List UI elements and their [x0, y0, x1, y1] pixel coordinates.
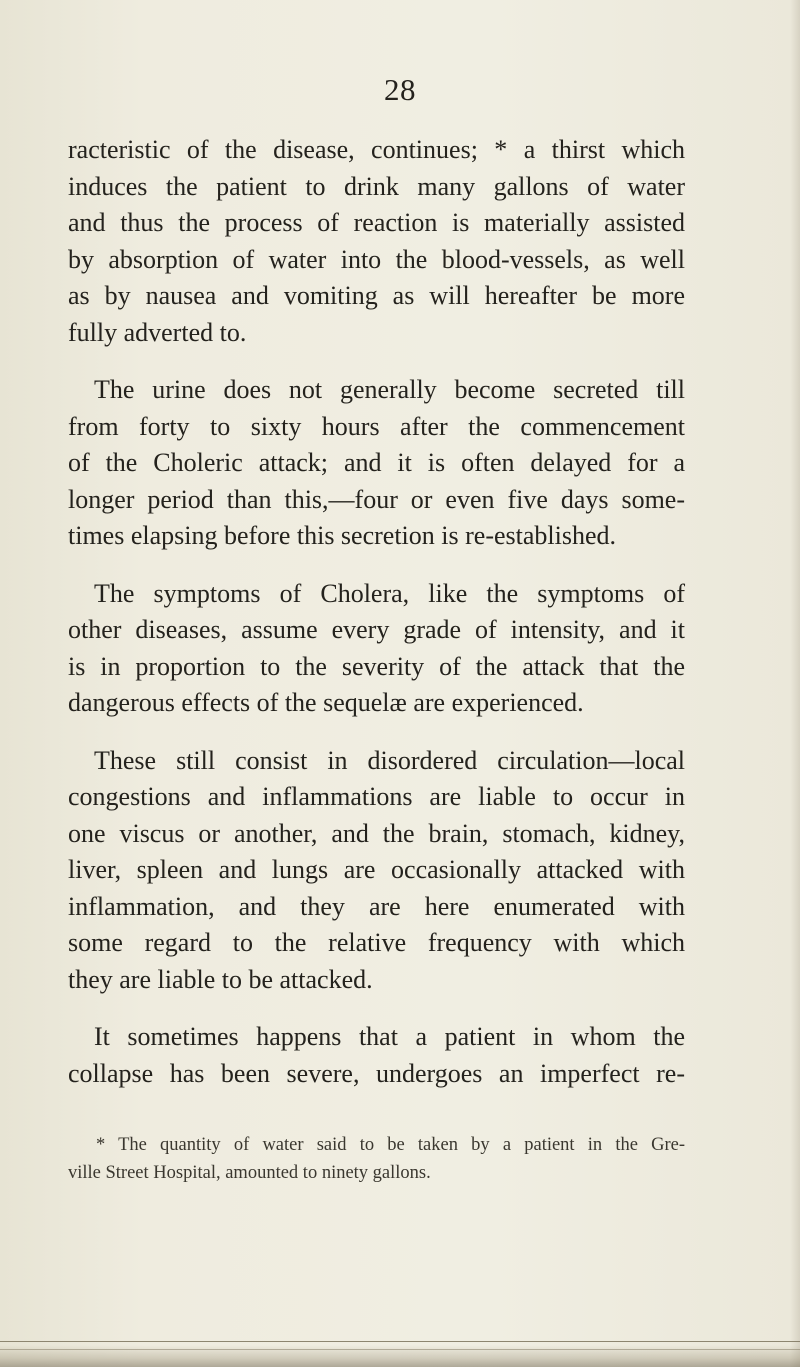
text-line: The symptoms of Cholera, like the symptoms of	[94, 578, 685, 608]
footnote-line: ville Street Hospital, amounted to ninety gallons.	[68, 1163, 431, 1183]
page-edge-shadow	[0, 1345, 800, 1367]
text-line: fully adverted to.	[68, 317, 247, 347]
text-line: as by nausea and vomiting as will hereafter be more	[68, 281, 685, 310]
page-edge-shadow	[790, 0, 800, 1367]
text-line: induces the patient to drink many gallons of water	[68, 171, 685, 201]
text-line: racteristic of the disease, continues; * a thirst which	[68, 135, 685, 164]
text-line: is in proportion to the severity of the attack that the	[68, 651, 685, 681]
text-line: of the Choleric attack; and it is often delayed for a	[68, 448, 685, 477]
text-line: It sometimes happens that a patient in whom the	[94, 1022, 685, 1051]
text-line: liver, spleen and lungs are occasionally attacked with	[68, 855, 685, 884]
footnote-line: * The quantity of water said to be taken by a patient in the Gre-	[96, 1135, 685, 1155]
text-line: one viscus or another, and the brain, stomach, kidney,	[68, 818, 685, 848]
text-line: from forty to sixty hours after the commencement	[68, 411, 685, 441]
text-line: inflammation, and they are here enumerated with	[68, 891, 685, 921]
text-line: times elapsing before this secretion is re-established.	[68, 521, 617, 550]
text-line: other diseases, assume every grade of intensity, and it	[68, 615, 685, 644]
text-line: by absorption of water into the blood-vessels, as well	[68, 244, 685, 274]
text-line: congestions and inflammations are liable to occur in	[68, 782, 685, 811]
footnote	[68, 1131, 685, 1187]
text-line: dangerous effects of the sequelæ are experienced.	[68, 688, 584, 717]
text-line: and thus the process of reaction is materially assisted	[68, 208, 685, 237]
page-bottom-rule	[0, 1341, 800, 1342]
paragraph-sequelae	[68, 743, 685, 999]
page-number: 28	[384, 72, 416, 107]
text-line: some regard to the relative frequency with which	[68, 928, 685, 957]
text-line: they are liable to be attacked.	[68, 964, 373, 994]
text-line: These still consist in disordered circulation—local	[94, 745, 685, 775]
text-line: The urine does not generally become secreted till	[94, 375, 685, 404]
paragraph-continuation	[68, 132, 685, 351]
text-line: collapse has been severe, undergoes an imperfect re-	[68, 1058, 685, 1088]
paragraph-collapse	[68, 1019, 685, 1092]
paragraph-symptoms	[68, 576, 685, 722]
paragraph-urine	[68, 372, 685, 555]
body-text	[68, 132, 685, 1092]
text-line: longer period than this,—four or even five days some-	[68, 484, 685, 514]
